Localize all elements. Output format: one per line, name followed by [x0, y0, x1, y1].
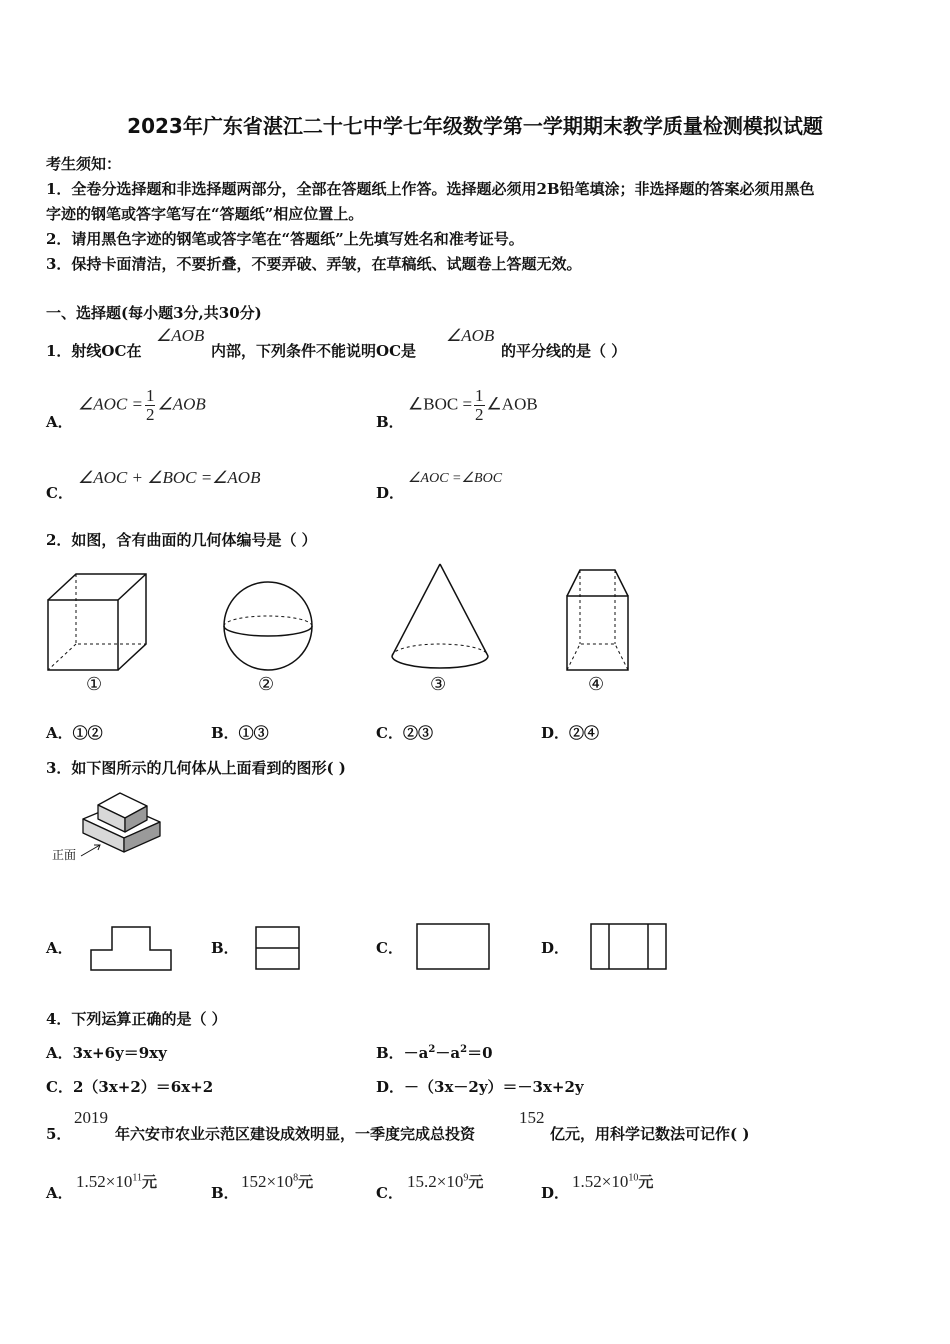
q1-option-d-expr: ∠AOC =∠BOC — [408, 471, 503, 486]
notice-heading: 考生须知： — [46, 155, 122, 173]
q5-option-a-label[interactable]: A． — [46, 1184, 73, 1202]
notice-item-3: 3．保持卡面清洁，不要折叠，不要弄破、弄皱，在草稿纸、试题卷上答题无效。 — [46, 255, 582, 273]
q1-stem-part1: 1．射线OC在 — [46, 342, 142, 360]
q2-figure-label-4: ④ — [588, 674, 605, 695]
q5-option-d-label[interactable]: D． — [541, 1184, 570, 1202]
q5-number: 5． — [46, 1125, 72, 1143]
q1-option-d-label[interactable]: D． — [376, 484, 405, 502]
q2-option-a[interactable]: A．①② — [46, 724, 103, 742]
q5-option-c-label[interactable]: C． — [376, 1184, 403, 1202]
q1-angle-aob-1: ∠AOB — [156, 326, 205, 345]
q4-option-c[interactable]: C．2（3x+2）＝6x+2 — [46, 1078, 214, 1096]
q2-figure-label-2: ② — [258, 674, 275, 695]
q1-option-c-expr: ∠AOC + ∠BOC =∠AOB — [78, 468, 261, 487]
q3-option-a-label[interactable]: A． — [46, 939, 73, 957]
q5-option-c-value: $15.2\times 10^9$元 — [407, 1172, 484, 1191]
q5-option-b-value: $152\times 10^8$元 — [241, 1172, 314, 1191]
q3-stem: 3．如下图所示的几何体从上面看到的图形( ) — [46, 759, 346, 777]
q5-year: 2019 — [74, 1108, 108, 1127]
q3-option-b-label[interactable]: B． — [211, 939, 239, 957]
q4-option-d[interactable]: D．－（3x－2y）＝－3x+2y — [376, 1078, 584, 1096]
q2-stem: 2．如图，含有曲面的几何体编号是（ ） — [46, 531, 317, 549]
q2-figure-label-1: ① — [86, 674, 103, 695]
q5-stem-part1: 年六安市农业示范区建设成效明显，一季度完成总投资 — [115, 1125, 476, 1143]
q4-stem: 4．下列运算正确的是（ ） — [46, 1010, 227, 1028]
q1-option-c-label[interactable]: C． — [46, 484, 73, 502]
q5-option-b-label[interactable]: B． — [211, 1184, 239, 1202]
notice-item-2: 2．请用黑色字迹的钢笔或答字笔在“答题纸”上先填写姓名和准考证号。 — [46, 230, 524, 248]
q5-amount: 152 — [519, 1108, 545, 1127]
q2-option-d[interactable]: D．②④ — [541, 724, 600, 742]
q5-option-d-value: $1.52\times 10^{10}$元 — [572, 1172, 654, 1191]
q1-option-a-expr: ∠AOC = $\frac{1}{2}$ ∠AOB — [78, 386, 206, 424]
page-title: 2023年广东省湛江二十七中学七年级数学第一学期期末教学质量检测模拟试题 — [127, 114, 823, 138]
q1-angle-aob-2: ∠AOB — [446, 326, 495, 345]
q1-option-b-label[interactable]: B． — [376, 413, 404, 431]
q2-figure-label-3: ③ — [430, 674, 447, 695]
q1-stem-part3: 的平分线的是（ ） — [501, 342, 627, 360]
q4-option-a[interactable]: A．3x+6y＝9xy — [46, 1044, 167, 1062]
notice-item-1-cont: 字迹的钢笔或答字笔写在“答题纸”相应位置上。 — [46, 205, 364, 223]
q1-stem-part2: 内部，下列条件不能说明OC是 — [211, 342, 417, 360]
section-heading: 一、选择题(每小题3分,共30分) — [46, 304, 262, 322]
notice-item-1: 1．全卷分选择题和非选择题两部分，全部在答题纸上作答。选择题必须用2B铅笔填涂；非选择题的答案必须用黑色 — [46, 180, 815, 198]
q3-option-d-label[interactable]: D． — [541, 939, 570, 957]
q3-option-c-label[interactable]: C． — [376, 939, 403, 957]
q2-option-b[interactable]: B．①③ — [211, 724, 269, 742]
q5-option-a-value: $1.52\times 10^{11}$元 — [76, 1172, 157, 1191]
front-view-label: 正面 — [52, 848, 77, 862]
q5-stem-part2: 亿元，用科学记数法可记作( ) — [550, 1125, 750, 1143]
q4-option-b[interactable]: B．$-a^2-a^2=0$ — [376, 1044, 493, 1062]
q2-option-c[interactable]: C．②③ — [376, 724, 433, 742]
q1-option-a-label[interactable]: A． — [46, 413, 73, 431]
q1-option-b-expr: ∠BOC = $\frac{1}{2}$ ∠AOB — [408, 386, 538, 424]
